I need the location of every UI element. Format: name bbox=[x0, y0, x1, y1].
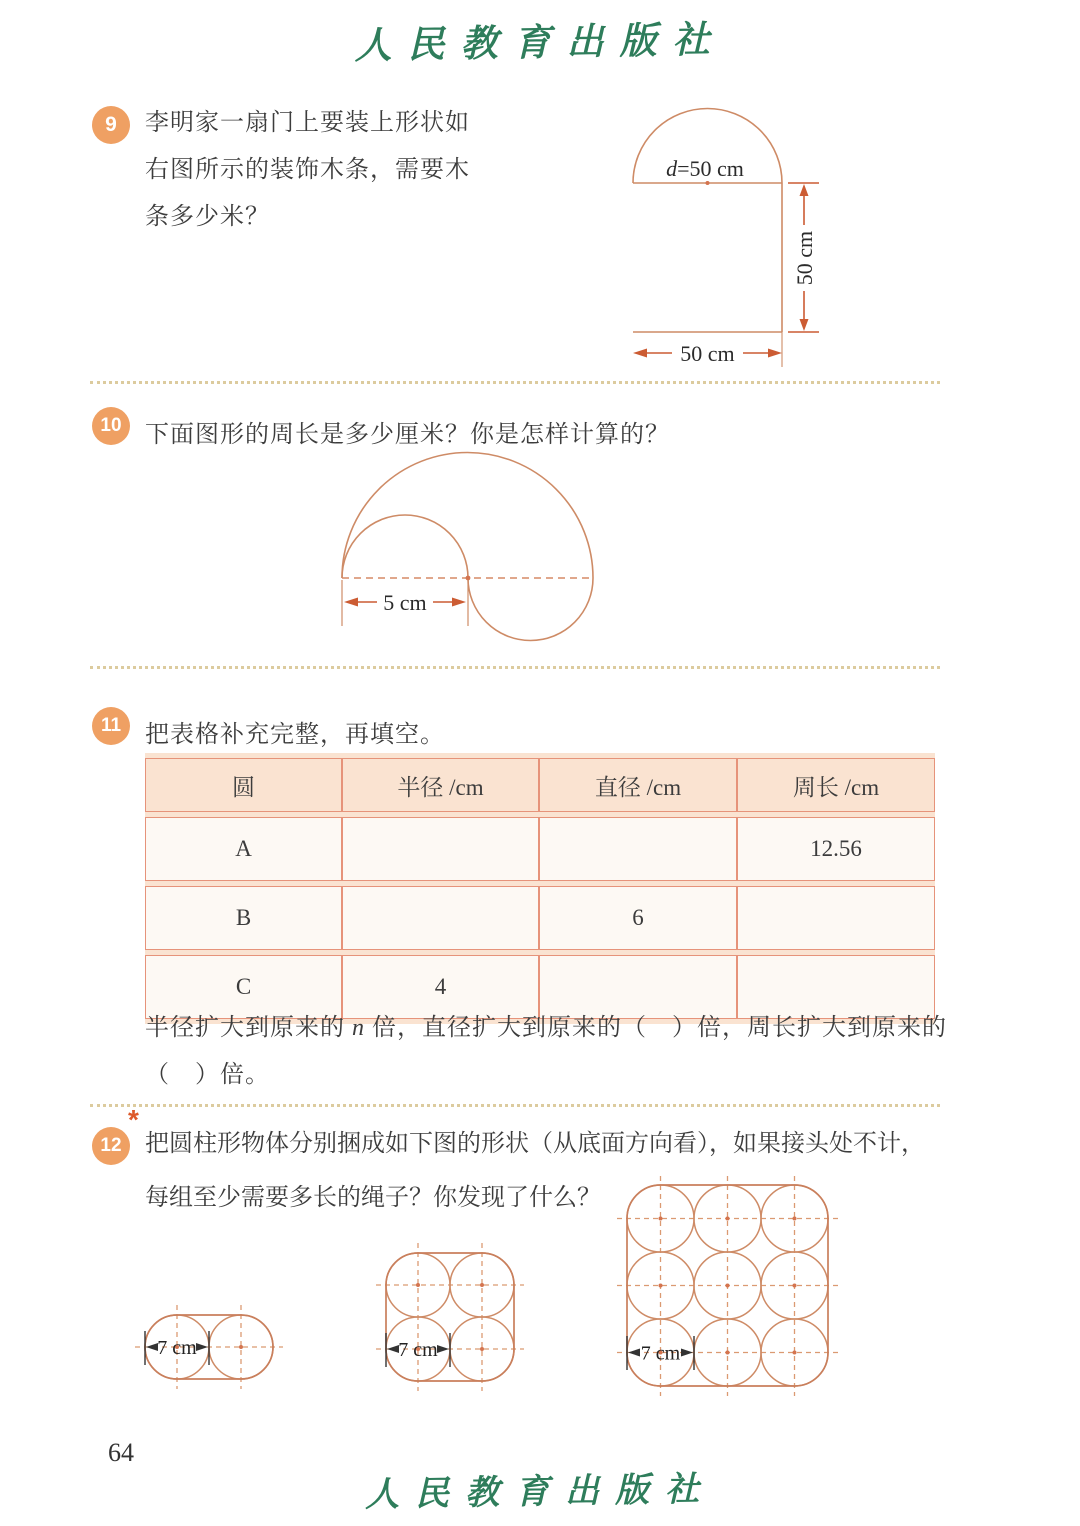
problem-10-text: 下面图形的周长是多少厘米？你是怎样计算的？ bbox=[145, 422, 670, 448]
cell-circle-A: A bbox=[145, 817, 342, 881]
header-circle: 圆 bbox=[145, 758, 342, 812]
problem-10-number: 10 bbox=[100, 415, 122, 436]
large-semicircle bbox=[342, 453, 593, 579]
blank-seg-2: 倍，直径扩大到原来的（ ）倍，周长扩大到原来的 bbox=[365, 1015, 947, 1041]
problem-12-number: 12 bbox=[100, 1135, 122, 1156]
arrow-left-icon bbox=[628, 1349, 640, 1357]
arrow-right-icon bbox=[768, 349, 782, 358]
problem-9-line-3: 条多少米？ bbox=[145, 204, 270, 230]
bundle-1x2 bbox=[135, 1305, 283, 1389]
center-dot bbox=[480, 1283, 484, 1287]
circle-measurements-table bbox=[145, 753, 935, 1024]
small-upper-semicircle bbox=[342, 515, 468, 578]
cell-diameter-A bbox=[539, 817, 737, 881]
cell-circumference-A: 12.56 bbox=[737, 817, 935, 881]
center-dot bbox=[239, 1345, 243, 1349]
cell-radius-C: 4 bbox=[342, 955, 539, 1019]
problem-9-line-1: 李明家一扇门上要装上形状如 bbox=[145, 110, 470, 136]
problem-11-badge bbox=[92, 707, 130, 745]
bundle-2x2 bbox=[376, 1243, 524, 1391]
publisher-calligraphy-footer: 人民教育出版社 bbox=[364, 1468, 716, 1516]
table-row bbox=[145, 817, 935, 881]
arrow-left-icon bbox=[633, 349, 647, 358]
center-dot bbox=[416, 1283, 420, 1287]
diameter-label: d=50 cm bbox=[666, 156, 744, 181]
separator-1 bbox=[90, 381, 940, 384]
table-row bbox=[145, 886, 935, 950]
radius-dimension-label: 5 cm bbox=[383, 590, 427, 615]
cell-circle-C: C bbox=[145, 955, 342, 1019]
arrow-right-icon bbox=[681, 1349, 693, 1357]
arrow-left-icon bbox=[387, 1345, 399, 1353]
header-circumference: 周长 /cm bbox=[737, 758, 935, 812]
variable-n: n bbox=[352, 1015, 365, 1041]
problem-9-number: 9 bbox=[105, 113, 117, 136]
bottom-dimension-label: 50 cm bbox=[680, 341, 735, 366]
arrow-right-icon bbox=[452, 598, 466, 607]
problem-9-badge bbox=[92, 106, 130, 144]
door-outline bbox=[633, 109, 782, 368]
dimension-label: 7 cm bbox=[157, 1337, 197, 1359]
arrow-right-icon bbox=[437, 1345, 449, 1353]
optional-star-marker: * bbox=[128, 1104, 139, 1135]
side-dimension-label: 50 cm bbox=[792, 230, 817, 286]
bundled-cylinders-diagram bbox=[120, 1175, 850, 1411]
arrow-left-icon bbox=[146, 1343, 158, 1351]
cell-radius-A bbox=[342, 817, 539, 881]
arrow-left-icon bbox=[344, 598, 358, 607]
diameter-center-dot bbox=[706, 181, 710, 185]
problem-11-number: 11 bbox=[100, 715, 122, 736]
problem-12-line-1: 把圆柱形物体分别捆成如下图的形状（从底面方向看），如果接头处不计， bbox=[145, 1131, 925, 1157]
problem-10-badge bbox=[92, 407, 130, 445]
arrow-right-icon bbox=[196, 1343, 208, 1351]
bundle-3x3 bbox=[617, 1176, 838, 1396]
separator-3 bbox=[90, 1104, 940, 1107]
fill-in-blank-text bbox=[145, 1005, 965, 1099]
header-diameter: 直径 /cm bbox=[539, 758, 737, 812]
header-radius: 半径 /cm bbox=[342, 758, 539, 812]
wave-circle-diagram bbox=[330, 445, 620, 667]
center-dot bbox=[480, 1347, 484, 1351]
blank-seg-1: 半径扩大到原来的 bbox=[145, 1015, 352, 1041]
small-lower-semicircle bbox=[468, 578, 593, 641]
blank-line-2: （ ）倍。 bbox=[145, 1062, 270, 1088]
cell-circle-B: B bbox=[145, 886, 342, 950]
page-number: 64 bbox=[108, 1438, 134, 1467]
problem-12-badge bbox=[92, 1127, 130, 1165]
center-dashed-lines bbox=[376, 1243, 524, 1391]
blank-line-1 bbox=[145, 1005, 965, 1052]
dimension-label: 7 cm bbox=[640, 1342, 681, 1365]
cell-diameter-B: 6 bbox=[539, 886, 737, 950]
arrow-down-icon bbox=[800, 319, 809, 331]
problem-11-text: 把表格补充完整，再填空。 bbox=[145, 722, 445, 748]
table-header-row bbox=[145, 758, 935, 812]
cell-radius-B bbox=[342, 886, 539, 950]
problem-9-line-2: 右图所示的装饰木条，需要木 bbox=[145, 157, 470, 183]
door-trim-diagram bbox=[600, 95, 880, 387]
center-dot bbox=[466, 576, 471, 581]
problem-9-text bbox=[145, 100, 470, 241]
cell-circumference-B bbox=[737, 886, 935, 950]
dimension-label: 7 cm bbox=[398, 1339, 438, 1361]
publisher-calligraphy-header: 人民教育出版社 bbox=[354, 16, 726, 68]
separator-2 bbox=[90, 666, 940, 669]
problem-12-line-2: 每组至少需要多长的绳子？你发现了什么？ bbox=[145, 1185, 601, 1211]
arrow-up-icon bbox=[800, 184, 809, 196]
